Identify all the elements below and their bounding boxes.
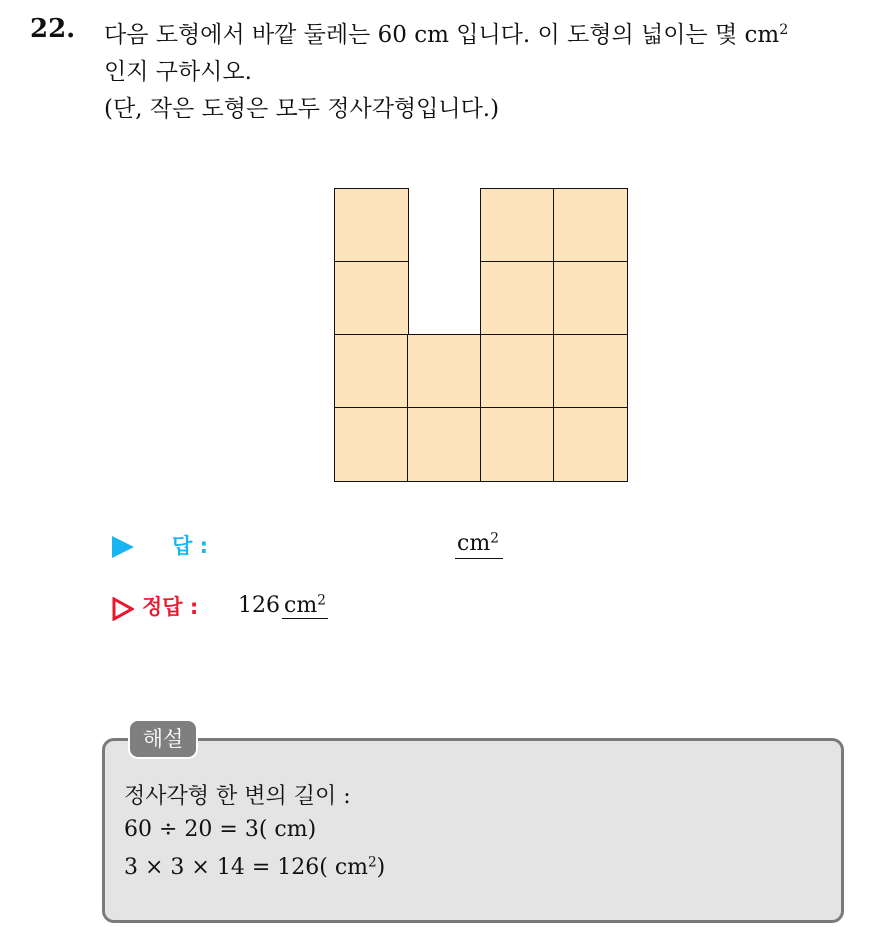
square-cell <box>553 334 628 409</box>
square-cell <box>334 188 409 263</box>
correct-label: 정답 : <box>142 595 199 619</box>
square-cell <box>553 407 628 482</box>
explanation-line-1: 정사각형 한 변의 길이 : <box>124 784 351 809</box>
explanation-line-3-main: 3 × 3 × 14 = 126( cm <box>124 855 368 880</box>
answer-row <box>112 528 532 564</box>
answer-label: 답 : <box>172 534 208 558</box>
square-cell <box>407 334 482 409</box>
square-cell <box>407 407 482 482</box>
question-line-1 <box>104 16 788 49</box>
superscript-2: 2 <box>317 592 326 609</box>
question-line-3: (단, 작은 도형은 모두 정사각형입니다.) <box>104 96 500 122</box>
question-line-2: 인지 구하시오. <box>104 59 252 85</box>
outline-triangle-icon <box>112 597 134 621</box>
explanation-line-3 <box>124 855 385 880</box>
correct-answer <box>238 592 328 620</box>
square-cell <box>480 407 555 482</box>
correct-unit-text: cm <box>284 593 318 618</box>
square-cell <box>480 188 555 263</box>
square-figure <box>334 188 628 482</box>
superscript-2: 2 <box>368 854 377 871</box>
correct-unit <box>282 593 328 619</box>
explanation-line-2: 60 ÷ 20 = 3( cm) <box>124 817 317 842</box>
square-cell <box>480 334 555 409</box>
question-text-1: 다음 도형에서 바깥 둘레는 60 cm 입니다. 이 도형의 넓이는 몇 cm <box>104 22 780 48</box>
correct-answer-row <box>112 590 532 626</box>
square-cell <box>334 334 409 409</box>
superscript-2: 2 <box>490 530 499 547</box>
superscript-2: 2 <box>779 22 789 39</box>
answer-unit-blank[interactable] <box>455 530 503 559</box>
square-cell <box>553 188 628 263</box>
square-cell <box>334 407 409 482</box>
explanation-line-3-close: ) <box>376 855 386 880</box>
square-cell <box>553 261 628 336</box>
answer-unit: cm <box>457 531 491 556</box>
square-cell <box>480 261 555 336</box>
question-number: 22. <box>30 14 76 44</box>
square-cell <box>334 261 409 336</box>
play-triangle-icon <box>112 536 134 558</box>
correct-value: 126 <box>238 593 280 618</box>
explanation-tab: 해설 <box>128 719 198 759</box>
